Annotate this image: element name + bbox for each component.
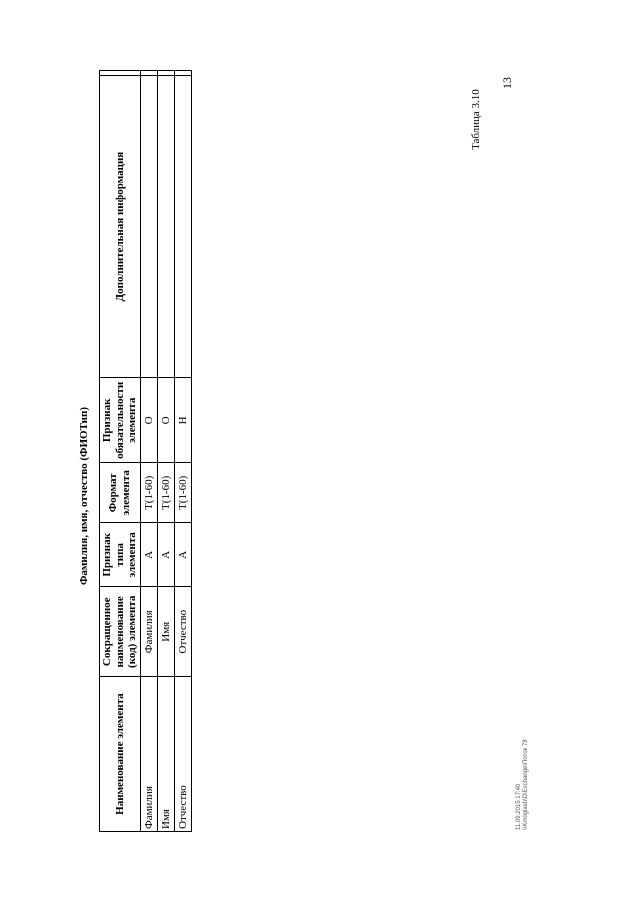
page-number: 13 bbox=[500, 77, 514, 89]
table-id-label: Таблица 3.10 bbox=[470, 89, 482, 150]
header-element-type: Признак типа элемента bbox=[100, 523, 141, 587]
header-extra-column bbox=[100, 71, 141, 76]
cell-extra bbox=[157, 71, 174, 76]
footer-stamp-line1: 11.09.2015 17:40 bbox=[516, 783, 522, 830]
cell-format: T(1-60) bbox=[140, 463, 157, 523]
header-element-name: Наименование элемента bbox=[100, 677, 141, 832]
header-additional-info: Дополнительная информация bbox=[100, 75, 141, 378]
cell-type: A bbox=[140, 523, 157, 587]
header-element-format: Формат элемента bbox=[100, 463, 141, 523]
cell-type: A bbox=[174, 523, 191, 587]
table-row bbox=[157, 71, 174, 832]
table-header-row bbox=[100, 71, 141, 832]
cell-format: T(1-60) bbox=[174, 463, 191, 523]
cell-code: Отчество bbox=[174, 587, 191, 677]
cell-info bbox=[140, 75, 157, 378]
cell-info bbox=[157, 75, 174, 378]
cell-required: O bbox=[157, 378, 174, 463]
elements-table bbox=[99, 70, 192, 832]
cell-name: Отчество bbox=[174, 677, 191, 832]
table-row bbox=[140, 71, 157, 832]
footer-stamp bbox=[516, 720, 530, 830]
rotated-document-page bbox=[78, 70, 558, 840]
cell-name: Имя bbox=[157, 677, 174, 832]
table-row bbox=[174, 71, 191, 832]
cell-extra bbox=[174, 71, 191, 76]
cell-name: Фамилия bbox=[140, 677, 157, 832]
table-caption: Фамилия, имя, отчество (ФИОТип) bbox=[78, 406, 90, 586]
cell-required: H bbox=[174, 378, 191, 463]
cell-required: O bbox=[140, 378, 157, 463]
cell-code: Имя bbox=[157, 587, 174, 677]
header-element-code: Сокращенное наименование (код) элемента bbox=[100, 587, 141, 677]
header-element-required: Признак обязательности элемента bbox=[100, 378, 141, 463]
cell-type: A bbox=[157, 523, 174, 587]
footer-stamp-line2: \\Kmoglash\D\Exchange\Поток 78 bbox=[523, 739, 529, 830]
cell-info bbox=[174, 75, 191, 378]
cell-extra bbox=[140, 71, 157, 76]
cell-format: T(1-60) bbox=[157, 463, 174, 523]
cell-code: Фамилия bbox=[140, 587, 157, 677]
